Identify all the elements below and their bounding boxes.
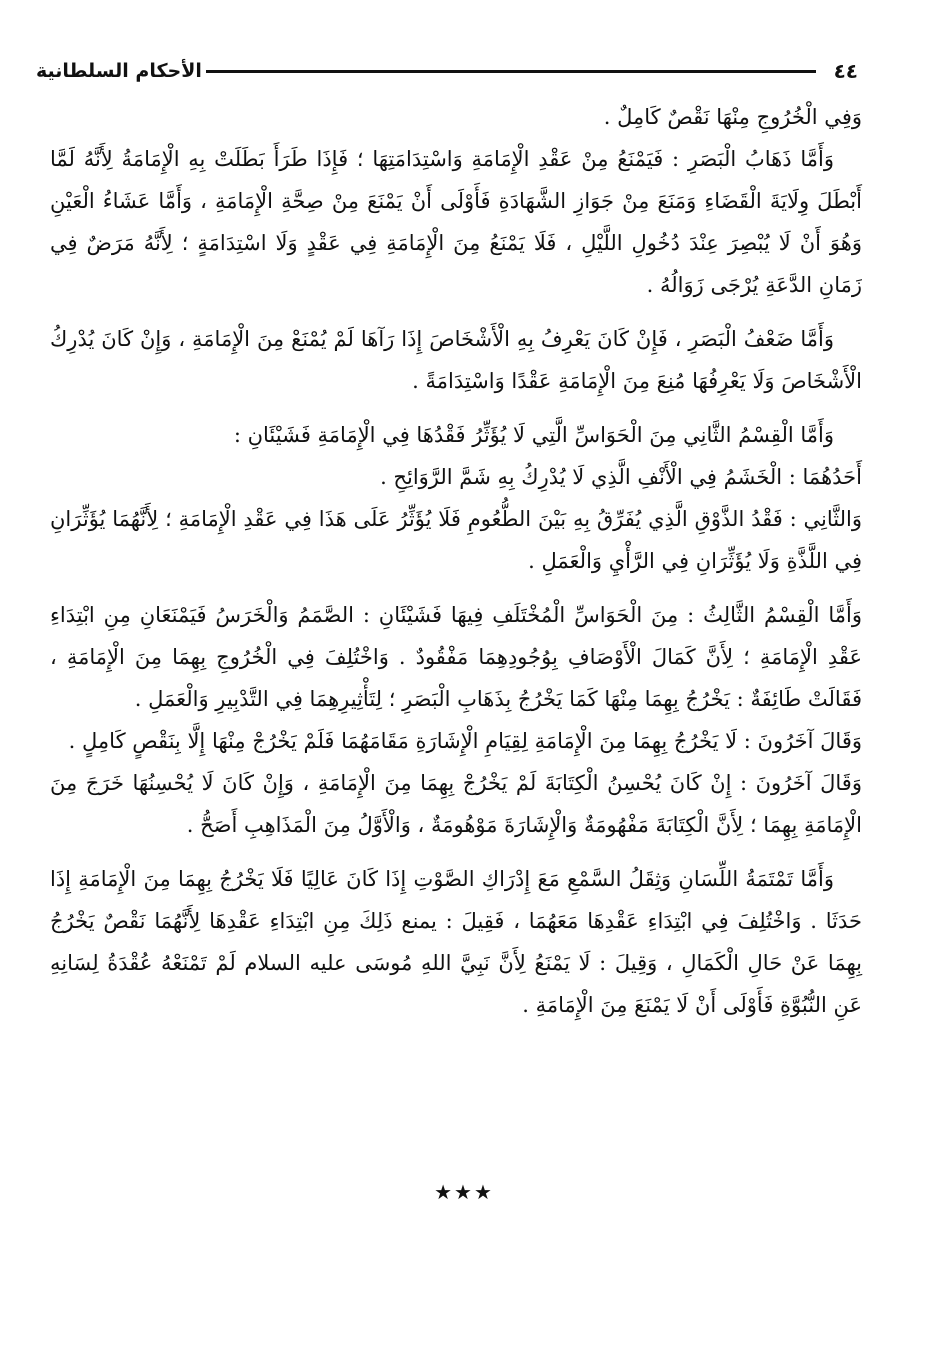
- paragraph-2: وَأَمَّا ذَهَابُ الْبَصَرِ : فَيَمْنَعُ مِنْ عَقْدِ الْإِمَامَةِ وَاسْتِدَامَتِهَا ؛ فَإِذَا طَرَأَ بَطَلَتْ بِهِ الْإِمَامَةُ لِأَنَّهُ لَمَّا أَبْطَلَ وِلَايَةَ الْقَضَاءِ وَمَنَعَ مِنْ جَوَازِ الشَّهَادَةِ فَأَوْلَى أَنْ يَمْنَعَ مِنْ صِحَّةِ الْإِمَامَةِ ، وَأَمَّا عَشَاءُ الْعَيْنِ وَهُوَ أَنْ لَا يُبْصِرَ عِنْدَ دُخُولِ اللَّيْلِ ، فَلَا يَمْنَعُ مِنَ الْإِمَامَةِ فِي عَقْدٍ وَلَا اسْتِدَامَةٍ ؛ لِأَنَّهُ مَرَضٌ فِي زَمَانِ الدَّعَةِ يُرْجَى زَوَالُهُ .: [50, 147, 862, 297]
- paragraph-3: وَأَمَّا ضَعْفُ الْبَصَرِ ، فَإِنْ كَانَ يَعْرِفُ بِهِ الْأَشْخَاصَ إِذَا رَآهَا لَمْ يُمْنَعْ مِنَ الْإِمَامَةِ ، وَإِنْ كَانَ يُدْرِكُ الْأَشْخَاصَ وَلَا يَعْرِفُهَا مُنِعَ مِنَ الْإِمَامَةِ عَقْدًا وَاسْتِدَامَةً .: [50, 327, 862, 393]
- paragraph-5: أَحَدُهُمَا : الْخَشَمُ فِي الْأَنْفِ الَّذِي لَا يُدْرِكُ بِهِ شَمَّ الرَّوَائِحِ .: [380, 465, 862, 489]
- paragraph-10: وَأَمَّا تَمْتَمَةُ اللِّسَانِ وَثِقَلُ السَّمْعِ مَعَ إِدْرَاكِ الصَّوْتِ إِذَا كَانَ عَالِيًا فَلَا يَخْرُجُ بِهِمَا مِنَ الْإِمَامَةِ إِذَا حَدَثَا . وَاخْتُلِفَ فِي ابْتِدَاءِ عَقْدِهَا مَعَهُمَا ، فَقِيلَ : يمنع ذَلِكَ مِنِ ابْتِدَاءِ عَقْدِهَا لِأَنَّهُمَا نَقْصٌ يَخْرُجُ بِهِمَا عَنْ حَالِ الْكَمَالِ ، وَقِيلَ : لَا يَمْنَعُ لِأَنَّ نَبِيَّ اللهِ مُوسَى عليه السلام لَمْ تَمْنَعْهُ عُقْدَةُ لِسَانِهِ عَنِ النُّبُوَّةِ فَأَوْلَى أَنْ لَا يَمْنَعَ مِنَ الْإِمَامَةِ .: [50, 867, 862, 1017]
- header-rule: [206, 70, 816, 73]
- page-number: ٤٤: [833, 59, 858, 83]
- running-title: الأحكام السلطانية: [36, 60, 202, 82]
- section-separator: ★★★: [434, 1180, 494, 1204]
- page-body: [50, 96, 862, 1038]
- paragraph-8: وَقَالَ آخَرُونَ : لَا يَخْرُجُ بِهِمَا مِنَ الْإِمَامَةِ لِقِيَامِ الْإِشَارَةِ مَقَامَهُمَا فَلَمْ يَخْرُجْ مِنْهَا إِلَّا بِنَقْصٍ كَامِلٍ .: [68, 729, 862, 753]
- paragraph-1: وَفِي الْخُرُوجِ مِنْهَا نَقْصٌ كَامِلٌ .: [603, 105, 862, 129]
- paragraph-6: وَالثَّانِي : فَقْدُ الذَّوْقِ الَّذِي يُفَرِّقُ بِهِ بَيْنَ الطُّعُومِ فَلَا يُؤَثِّرُ عَلَى هَذَا فِي عَقْدِ الْإِمَامَةِ ؛ لِأَنَّهُمَا يُؤَثِّرَانِ فِي اللَّذَّةِ وَلَا يُؤَثِّرَانِ فِي الرَّأْيِ وَالْعَمَلِ .: [50, 507, 862, 573]
- paragraph-9: وَقَالَ آخَرُونَ : إِنْ كَانَ يُحْسِنُ الْكِتَابَةَ لَمْ يَخْرُجْ بِهِمَا مِنَ الْإِمَامَةِ ، وَإِنْ كَانَ لَا يُحْسِنُهَا خَرَجَ مِنَ الْإِمَامَةِ بِهِمَا ؛ لِأَنَّ الْكِتَابَةَ مَفْهُومَةٌ وَالْإِشَارَةَ مَوْهُومَةٌ ، وَالْأَوَّلُ مِنَ الْمَذَاهِبِ أَصَحُّ .: [50, 771, 862, 837]
- paragraph-7: وَأَمَّا الْقِسْمُ الثَّالِثُ : مِنَ الْحَوَاسِّ الْمُخْتَلَفِ فِيهَا فَشَيْئَانِ : الصَّمَمُ وَالْخَرَسُ فَيَمْنَعَانِ مِنِ ابْتِدَاءِ عَقْدِ الْإِمَامَةِ ؛ لِأَنَّ كَمَالَ الْأَوْصَافِ بِوُجُودِهِمَا مَفْقُودٌ . وَاخْتُلِفَ فِي الْخُرُوجِ بِهِمَا مِنَ الْإِمَامَةِ ، فَقَالَتْ طَائِفَةٌ : يَخْرُجُ بِهِمَا مِنْهَا كَمَا يَخْرُجُ بِذَهَابِ الْبَصَرِ ؛ لِتَأْثِيرِهِمَا فِي التَّدْبِيرِ وَالْعَمَلِ .: [50, 603, 862, 711]
- paragraph-4: وَأَمَّا الْقِسْمُ الثَّانِي مِنَ الْحَوَاسِّ الَّتِي لَا يُؤَثِّرُ فَقْدُهَا فِي الْإِمَامَةِ فَشَيْئَانِ :: [233, 423, 834, 447]
- page-header: [36, 56, 858, 90]
